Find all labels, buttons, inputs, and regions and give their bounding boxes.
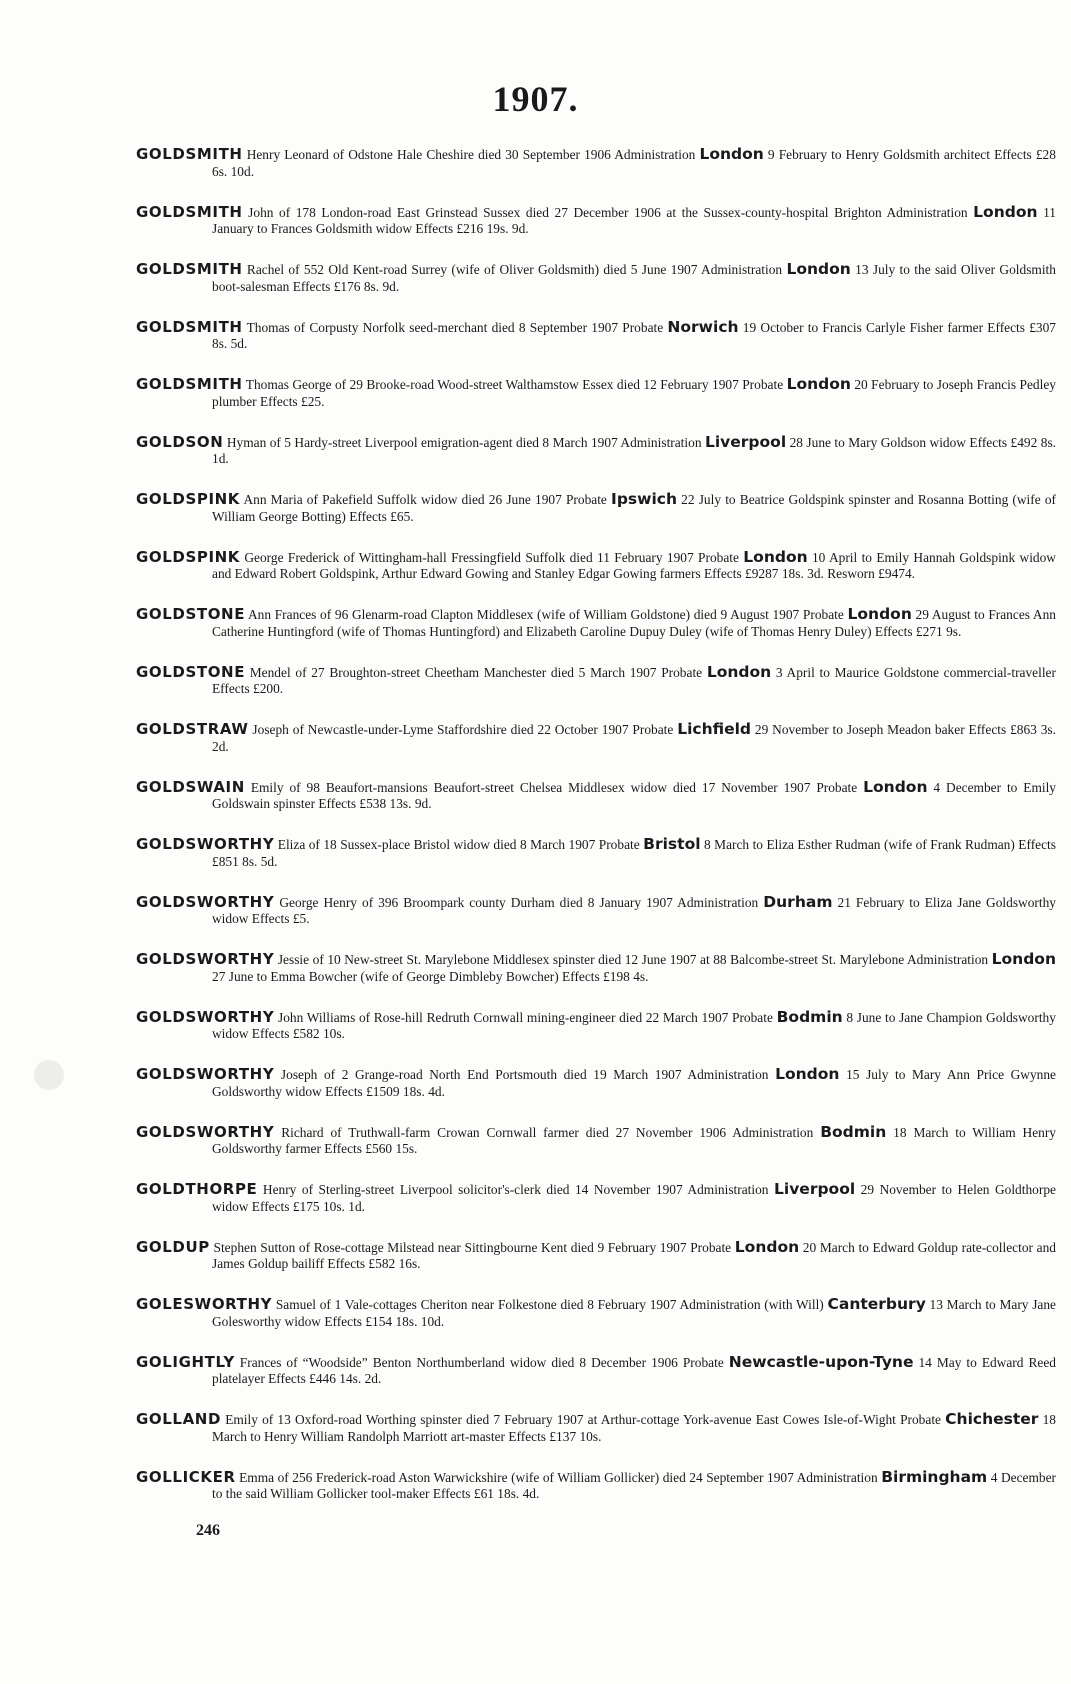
entry-details: George Frederick of Wittingham-hall Fressingfield Suffolk died 11 February 1907 Probate <box>244 549 739 565</box>
entry-details: Henry of Sterling-street Liverpool solicitor's-clerk died 14 November 1907 Administration <box>262 1182 769 1197</box>
entry-registry-place: Liverpool <box>704 432 787 451</box>
entry-surname: GOLIGHTLY <box>136 1352 235 1371</box>
entry-surname: GOLDSMITH <box>136 202 243 221</box>
entry-details: Emily of 13 Oxford-road Worthing spinster died 7 February 1907 at Arthur-cottage York-avenue East Cowes Isle-of-Wight Probate <box>225 1412 941 1427</box>
entry-text <box>136 1469 1056 1503</box>
probate-entry <box>136 1181 1056 1239</box>
entry-surname: GOLDSTONE <box>136 662 246 681</box>
entry-registry-place: Lichfield <box>677 720 752 738</box>
entry-grant-details: 20 March to Edward Goldup rate-collector and James Goldup bailiff Effects £582 16s. <box>212 1239 1056 1271</box>
entry-details: Joseph of 2 Grange-road North End Portsmouth died 19 March 1907 Administration <box>280 1067 769 1082</box>
entry-surname: GOLDSMITH <box>136 260 243 278</box>
probate-entry <box>136 1469 1056 1527</box>
entry-grant-details: 9 February to Henry Goldsmith architect Effects £28 6s. 10d. <box>212 147 1056 179</box>
probate-entry <box>136 779 1056 837</box>
entry-registry-place: Bodmin <box>820 1122 887 1141</box>
probate-entry <box>136 549 1056 607</box>
entry-grant-details: 8 March to Eliza Esther Rudman (wife of Frank Rudman) Effects £851 8s. 5d. <box>212 837 1056 869</box>
probate-entry <box>136 1354 1056 1412</box>
entry-surname: GOLDSWORTHY <box>136 1007 275 1026</box>
probate-entry <box>136 606 1056 664</box>
entry-text <box>136 721 1056 755</box>
entry-details: Richard of Truthwall-farm Crowan Cornwall farmer died 27 November 1906 Administration <box>281 1124 814 1140</box>
entry-surname: GOLDTHORPE <box>136 1180 258 1198</box>
entry-grant-details: 29 August to Frances Ann Catherine Huntingford (wife of Thomas Huntingford) and Elizabeth Caroline Dupuy Duley (wife of Thomas Henry Duley) Effects £271 9s. <box>212 607 1056 639</box>
entry-registry-place: Birmingham <box>881 1467 988 1486</box>
probate-entry <box>136 204 1056 262</box>
entry-surname: GOLDSWORTHY <box>136 892 275 911</box>
probate-entry <box>136 1066 1056 1124</box>
entry-text <box>136 434 1056 468</box>
entry-grant-details: 20 February to Joseph Francis Pedley plumber Effects £25. <box>212 377 1056 409</box>
entry-details: Thomas George of 29 Brooke-road Wood-street Walthamstow Essex died 12 February 1907 Probate <box>245 377 784 392</box>
entry-registry-place: London <box>706 662 772 681</box>
entry-details: Eliza of 18 Sussex-place Bristol widow died 8 March 1907 Probate <box>277 837 640 852</box>
entry-text <box>136 1124 1056 1158</box>
entry-surname: GOLDSTONE <box>136 605 246 623</box>
entry-grant-details: 3 April to Maurice Goldstone commercial-traveller Effects £200. <box>212 664 1056 696</box>
probate-entry <box>136 261 1056 319</box>
entry-details: John Williams of Rose-hill Redruth Cornwall mining-engineer died 22 March 1907 Probate <box>277 1009 773 1025</box>
paper-stain-mark <box>34 1060 64 1090</box>
probate-entry <box>136 376 1056 434</box>
entry-registry-place: London <box>863 777 928 796</box>
entry-grant-details: 8 June to Jane Champion Goldsworthy widow Effects £582 10s. <box>212 1009 1056 1041</box>
entry-text <box>136 319 1056 353</box>
entry-surname: GOLDSWORTHY <box>136 950 275 968</box>
entry-grant-details: 27 June to Emma Bowcher (wife of George Dimbleby Bowcher) Effects £198 4s. <box>212 968 649 984</box>
entry-registry-place: Newcastle-upon-Tyne <box>728 1352 914 1371</box>
entry-text <box>136 664 1056 698</box>
entry-text <box>136 1411 1056 1445</box>
entry-surname: GOLLAND <box>136 1410 221 1428</box>
entry-grant-details: 18 March to William Henry Goldsworthy farmer Effects £560 15s. <box>212 1124 1056 1156</box>
entry-grant-details: 10 April to Emily Hannah Goldspink widow and Edward Robert Goldspink, Arthur Edward Gowing and Stanley Edgar Gowing farmers Effects £9287 18s. 3d. Resworn £9474. <box>212 549 1056 581</box>
probate-entry <box>136 721 1056 779</box>
entry-text <box>136 204 1056 238</box>
entry-text <box>136 836 1056 870</box>
entry-surname: GOLDSTRAW <box>136 720 249 738</box>
entry-registry-place: London <box>734 1237 800 1256</box>
entry-surname: GOLDSMITH <box>136 375 243 393</box>
entry-surname: GOLDSPINK <box>136 547 241 566</box>
entry-surname: GOLDSMITH <box>136 317 243 336</box>
entry-registry-place: London <box>775 1065 840 1083</box>
entry-text <box>136 1296 1056 1330</box>
entry-details: Samuel of 1 Vale-cottages Cheriton near Folkestone died 8 February 1907 Administration (with Will) <box>275 1297 824 1312</box>
entry-surname: GOLESWORTHY <box>136 1295 273 1313</box>
entry-grant-details: 15 July to Mary Ann Price Gwynne Goldsworthy widow Effects £1509 18s. 4d. <box>212 1067 1056 1099</box>
probate-entries-list <box>136 146 1056 1526</box>
entry-text <box>136 1066 1056 1100</box>
entry-details: Frances of “Woodside” Benton Northumberland widow died 8 December 1906 Probate <box>239 1354 724 1370</box>
entry-grant-details: 11 January to Frances Goldsmith widow Effects £216 19s. 9d. <box>212 204 1056 236</box>
entry-registry-place: Norwich <box>667 317 739 336</box>
entry-text <box>136 549 1056 583</box>
entry-registry-place: Canterbury <box>827 1295 926 1313</box>
entry-surname: GOLDSWORTHY <box>136 1065 275 1083</box>
entry-details: Rachel of 552 Old Kent-road Surrey (wife of Oliver Goldsmith) died 5 June 1907 Administration <box>246 262 783 277</box>
entry-text <box>136 894 1056 928</box>
probate-entry <box>136 664 1056 722</box>
entry-grant-details: 13 March to Mary Jane Golesworthy widow Effects £154 18s. 10d. <box>212 1297 1056 1329</box>
entry-registry-place: London <box>847 605 912 623</box>
entry-text <box>136 146 1056 180</box>
entry-registry-place: Bodmin <box>776 1007 843 1026</box>
entry-details: Ann Frances of 96 Glenarm-road Clapton Middlesex (wife of William Goldstone) died 9 August 1907 Probate <box>248 607 844 622</box>
probate-entry <box>136 1124 1056 1182</box>
entry-grant-details: 29 November to Helen Goldthorpe widow Effects £175 10s. 1d. <box>212 1182 1056 1214</box>
probate-entry <box>136 1296 1056 1354</box>
entry-registry-place: London <box>786 260 851 278</box>
entry-text <box>136 1354 1056 1388</box>
probate-entry <box>136 1009 1056 1067</box>
probate-entry <box>136 836 1056 894</box>
entry-registry-place: Ipswich <box>611 490 677 508</box>
entry-registry-place: London <box>991 950 1056 968</box>
entry-surname: GOLLICKER <box>136 1467 236 1486</box>
probate-entry <box>136 491 1056 549</box>
entry-text <box>136 1009 1056 1043</box>
entry-details: Joseph of Newcastle-under-Lyme Staffordshire died 22 October 1907 Probate <box>252 722 674 737</box>
entry-registry-place: Liverpool <box>774 1180 856 1198</box>
probate-entry <box>136 894 1056 952</box>
entry-registry-place: Chichester <box>945 1410 1039 1428</box>
entry-registry-place: Bristol <box>643 835 701 853</box>
entry-text <box>136 606 1056 640</box>
entry-registry-place: London <box>786 375 851 393</box>
entry-grant-details: 21 February to Eliza Jane Goldsworthy widow Effects £5. <box>212 894 1056 926</box>
probate-entry <box>136 951 1056 1009</box>
entry-details: Hyman of 5 Hardy-street Liverpool emigration-agent died 8 March 1907 Administration <box>226 434 702 450</box>
entry-surname: GOLDSON <box>136 432 224 451</box>
entry-registry-place: London <box>743 547 808 566</box>
entry-grant-details: 13 July to the said Oliver Goldsmith boot-salesman Effects £176 8s. 9d. <box>212 262 1056 294</box>
entry-details: Emma of 256 Frederick-road Aston Warwickshire (wife of William Gollicker) died 24 September 1907 Administration <box>239 1469 878 1485</box>
entry-grant-details: 22 July to Beatrice Goldspink spinster and Rosanna Botting (wife of William George Botting) Effects £65. <box>212 492 1056 524</box>
entry-text <box>136 951 1056 985</box>
entry-details: Emily of 98 Beaufort-mansions Beaufort-street Chelsea Middlesex widow died 17 November 1907 Probate <box>250 779 858 795</box>
entry-details: Thomas of Corpusty Norfolk seed-merchant died 8 September 1907 Probate <box>246 319 664 335</box>
entry-registry-place: Durham <box>763 892 833 911</box>
probate-entry <box>136 146 1056 204</box>
entry-details: Henry Leonard of Odstone Hale Cheshire died 30 September 1906 Administration <box>246 147 696 162</box>
entry-surname: GOLDSWAIN <box>136 777 245 796</box>
page-year-heading: 1907. <box>492 79 579 119</box>
entry-grant-details: 4 December to Emily Goldswain spinster Effects £538 13s. 9d. <box>212 779 1057 811</box>
entry-surname: GOLDUP <box>136 1237 210 1256</box>
entry-details: Mendel of 27 Broughton-street Cheetham Manchester died 5 March 1907 Probate <box>249 664 703 680</box>
page-number: 246 <box>196 1522 220 1539</box>
entry-text <box>136 779 1056 813</box>
entry-grant-details: 14 May to Edward Reed platelayer Effects £446 14s. 2d. <box>212 1354 1056 1386</box>
entry-details: Ann Maria of Pakefield Suffolk widow died 26 June 1907 Probate <box>243 492 607 507</box>
entry-text <box>136 1239 1056 1273</box>
entry-surname: GOLDSPINK <box>136 490 241 508</box>
entry-text <box>136 491 1056 525</box>
probate-entry <box>136 1239 1056 1297</box>
probate-entry <box>136 434 1056 492</box>
entry-details: Stephen Sutton of Rose-cottage Milstead near Sittingbourne Kent died 9 February 1907 Probate <box>213 1239 732 1255</box>
entry-surname: GOLDSWORTHY <box>136 1122 275 1141</box>
entry-details: George Henry of 396 Broompark county Durham died 8 January 1907 Administration <box>279 894 759 910</box>
entry-surname: GOLDSMITH <box>136 145 243 163</box>
entry-details: Jessie of 10 New-street St. Marylebone Middlesex spinster died 12 June 1907 at 88 Balcombe-street St. Marylebone Administration <box>277 952 989 967</box>
entry-text <box>136 1181 1056 1215</box>
entry-registry-place: London <box>699 145 764 163</box>
probate-entry <box>136 319 1056 377</box>
entry-grant-details: 29 November to Joseph Meadon baker Effects £863 3s. 2d. <box>212 722 1056 754</box>
entry-grant-details: 4 December to the said William Gollicker tool-maker Effects £61 18s. 4d. <box>212 1469 1056 1501</box>
entry-grant-details: 19 October to Francis Carlyle Fisher farmer Effects £307 8s. 5d. <box>212 319 1056 351</box>
entry-grant-details: 28 June to Mary Goldson widow Effects £492 8s. 1d. <box>212 434 1057 466</box>
entry-surname: GOLDSWORTHY <box>136 835 275 853</box>
entry-text <box>136 376 1056 410</box>
entry-text <box>136 261 1056 295</box>
entry-details: John of 178 London-road East Grinstead Sussex died 27 December 1906 at the Sussex-county-hospital Brighton Administration <box>248 204 968 220</box>
probate-entry <box>136 1411 1056 1469</box>
entry-registry-place: London <box>973 202 1038 221</box>
entry-grant-details: 18 March to Henry William Randolph Marriott art-master Effects £137 10s. <box>212 1412 1056 1444</box>
